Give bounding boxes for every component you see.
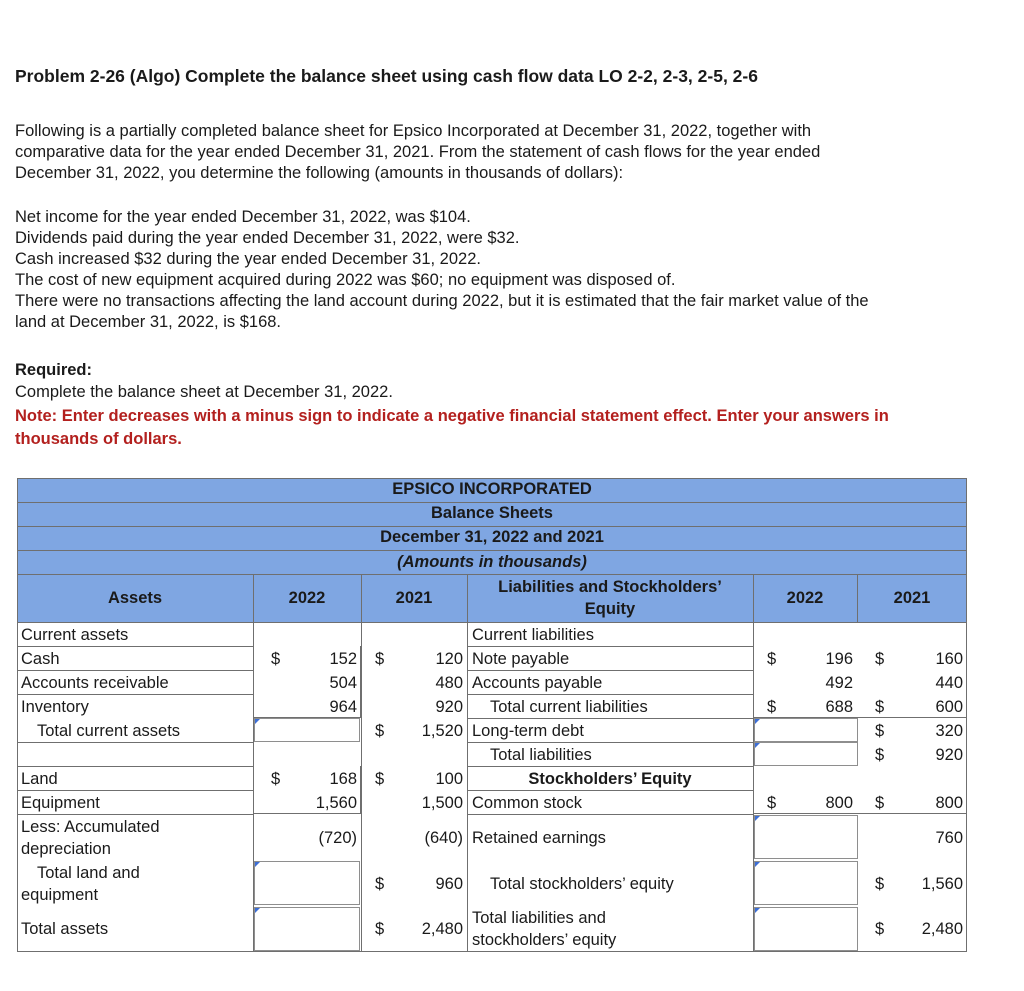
dollar-sign: $ — [875, 722, 885, 740]
cell-border — [253, 646, 361, 718]
fact-line: The cost of new equipment acquired during 2022 was $60; no equipment was disposed of. — [15, 271, 676, 289]
label-accounts-payable: Accounts payable — [472, 674, 603, 692]
dollar-sign: $ — [875, 875, 885, 893]
fact-line: There were no transactions affecting the land account during 2022, but it is estimated that the fair market value of the — [15, 292, 869, 310]
col-header-2021: 2021 — [395, 589, 433, 607]
col-header-2022: 2022 — [288, 589, 326, 607]
cell-border — [253, 766, 361, 814]
label-current-assets: Current assets — [21, 626, 129, 644]
total-current-liabilities-2021: 600 — [935, 698, 963, 716]
inventory-2021: 920 — [435, 698, 463, 716]
intro-line: December 31, 2022, you determine the following (amounts in thousands of dollars): — [15, 164, 624, 182]
dollar-sign: $ — [875, 920, 885, 938]
col-header-equity: Equity — [584, 600, 636, 618]
land-2022: 168 — [329, 770, 357, 788]
long-term-debt-2022-input[interactable] — [754, 718, 858, 742]
dollar-sign: $ — [375, 650, 385, 668]
label-stockholders-equity: Stockholders’ Equity — [528, 770, 692, 788]
ar-2021: 480 — [435, 674, 463, 692]
retained-earnings-2022-input[interactable] — [754, 815, 858, 859]
equipment-2021: 1,500 — [421, 794, 463, 812]
label-current-liabilities: Current liabilities — [472, 626, 594, 644]
statement-name: Balance Sheets — [431, 504, 553, 522]
total-land-equipment-2022-input[interactable] — [254, 861, 360, 905]
label-inventory: Inventory — [21, 698, 89, 716]
total-current-assets-2022-input[interactable] — [254, 718, 360, 742]
label-retained-earnings: Retained earnings — [472, 829, 606, 847]
label-total-liabilities-equity: Total liabilities and — [472, 909, 606, 927]
label-accumulated-depreciation: Less: Accumulated — [21, 818, 160, 836]
dollar-sign: $ — [375, 770, 385, 788]
cash-2021: 120 — [435, 650, 463, 668]
common-stock-2022: 800 — [825, 794, 853, 812]
total-liabilities-equity-2021: 2,480 — [921, 920, 963, 938]
col-header-2022-right: 2022 — [786, 589, 824, 607]
dollar-sign: $ — [767, 650, 777, 668]
label-total-stockholders-equity: Total stockholders’ equity — [490, 875, 674, 893]
label-total-liabilities: Total liabilities — [490, 746, 592, 764]
label-total-assets: Total assets — [21, 920, 109, 938]
col-header-liabilities: Liabilities and Stockholders’ — [498, 578, 722, 596]
problem-title: Problem 2-26 (Algo) Complete the balance sheet using cash flow data LO 2-2, 2-3, 2-5, 2-6 — [15, 66, 758, 86]
total-current-liabilities-2022: 688 — [825, 698, 853, 716]
facts-list — [15, 207, 1020, 333]
intro-paragraph — [15, 121, 1020, 184]
fact-line: Dividends paid during the year ended December 31, 2022, were $32. — [15, 229, 520, 247]
label-accumulated-depreciation-2: depreciation — [21, 840, 111, 858]
note-line: thousands of dollars. — [15, 430, 182, 448]
cell-border — [753, 646, 967, 718]
fact-line: Net income for the year ended December 31, 2022, was $104. — [15, 208, 471, 226]
dollar-sign: $ — [271, 650, 281, 668]
dollar-sign: $ — [875, 650, 885, 668]
label-cash: Cash — [21, 650, 60, 668]
dollar-sign: $ — [375, 722, 385, 740]
cell-border — [753, 790, 967, 814]
dollar-sign: $ — [375, 920, 385, 938]
cash-2022: 152 — [329, 650, 357, 668]
company-name: EPSICO INCORPORATED — [392, 480, 592, 498]
statement-dates: December 31, 2022 and 2021 — [380, 528, 604, 546]
ap-2022: 492 — [825, 674, 853, 692]
total-assets-2022-input[interactable] — [254, 907, 360, 951]
col-header-assets: Assets — [107, 589, 163, 607]
note-line: Note: Enter decreases with a minus sign to indicate a negative financial statement effect. Enter your answers in — [15, 407, 889, 425]
required-text: Complete the balance sheet at December 31, 2022. — [15, 383, 393, 401]
ar-2022: 504 — [329, 674, 357, 692]
accum-depreciation-2021: (640) — [424, 829, 463, 847]
total-equity-2021: 1,560 — [921, 875, 963, 893]
label-total-liabilities-equity-2: stockholders’ equity — [472, 931, 617, 949]
intro-line: Following is a partially completed balance sheet for Epsico Incorporated at December 31, 2022, together with — [15, 122, 812, 140]
label-total-current-assets: Total current assets — [37, 722, 181, 740]
dollar-sign: $ — [875, 698, 885, 716]
label-total-land-equipment: Total land and — [37, 864, 140, 882]
label-long-term-debt: Long-term debt — [472, 722, 584, 740]
label-total-current-liabilities: Total current liabilities — [490, 698, 648, 716]
label-note-payable: Note payable — [472, 650, 570, 668]
note-text — [15, 405, 1020, 451]
retained-earnings-2021: 760 — [935, 829, 963, 847]
total-land-equipment-2021: 960 — [435, 875, 463, 893]
dollar-sign: $ — [767, 698, 777, 716]
total-liabilities-equity-2022-input[interactable] — [754, 907, 858, 951]
common-stock-2021: 800 — [935, 794, 963, 812]
intro-line: comparative data for the year ended December 31, 2021. From the statement of cash flows for the year ended — [15, 143, 821, 161]
equipment-2022: 1,560 — [315, 794, 357, 812]
total-equity-2022-input[interactable] — [754, 861, 858, 905]
dollar-sign: $ — [375, 875, 385, 893]
label-total-land-equipment-2: equipment — [21, 886, 99, 904]
label-equipment: Equipment — [21, 794, 100, 812]
accum-depreciation-2022: (720) — [318, 829, 357, 847]
col-header-2021-right: 2021 — [893, 589, 931, 607]
dollar-sign: $ — [875, 794, 885, 812]
land-2021: 100 — [435, 770, 463, 788]
statement-units: (Amounts in thousands) — [397, 553, 587, 571]
total-liabilities-2022-input[interactable] — [754, 742, 858, 766]
dollar-sign: $ — [767, 794, 777, 812]
total-liabilities-2021: 920 — [935, 746, 963, 764]
total-current-assets-2021: 1,520 — [421, 722, 463, 740]
inventory-2022: 964 — [329, 698, 357, 716]
note-payable-2022: 196 — [825, 650, 853, 668]
balance-sheet-table — [17, 478, 967, 952]
total-assets-2021: 2,480 — [421, 920, 463, 938]
dollar-sign: $ — [271, 770, 281, 788]
label-accounts-receivable: Accounts receivable — [21, 674, 169, 692]
long-term-debt-2021: 320 — [935, 722, 963, 740]
label-common-stock: Common stock — [472, 794, 583, 812]
fact-line: Cash increased $32 during the year ended December 31, 2022. — [15, 250, 481, 268]
note-payable-2021: 160 — [935, 650, 963, 668]
label-land: Land — [21, 770, 58, 788]
ap-2021: 440 — [935, 674, 963, 692]
required-heading: Required: — [15, 361, 93, 379]
dollar-sign: $ — [875, 746, 885, 764]
fact-line: land at December 31, 2022, is $168. — [15, 313, 282, 331]
